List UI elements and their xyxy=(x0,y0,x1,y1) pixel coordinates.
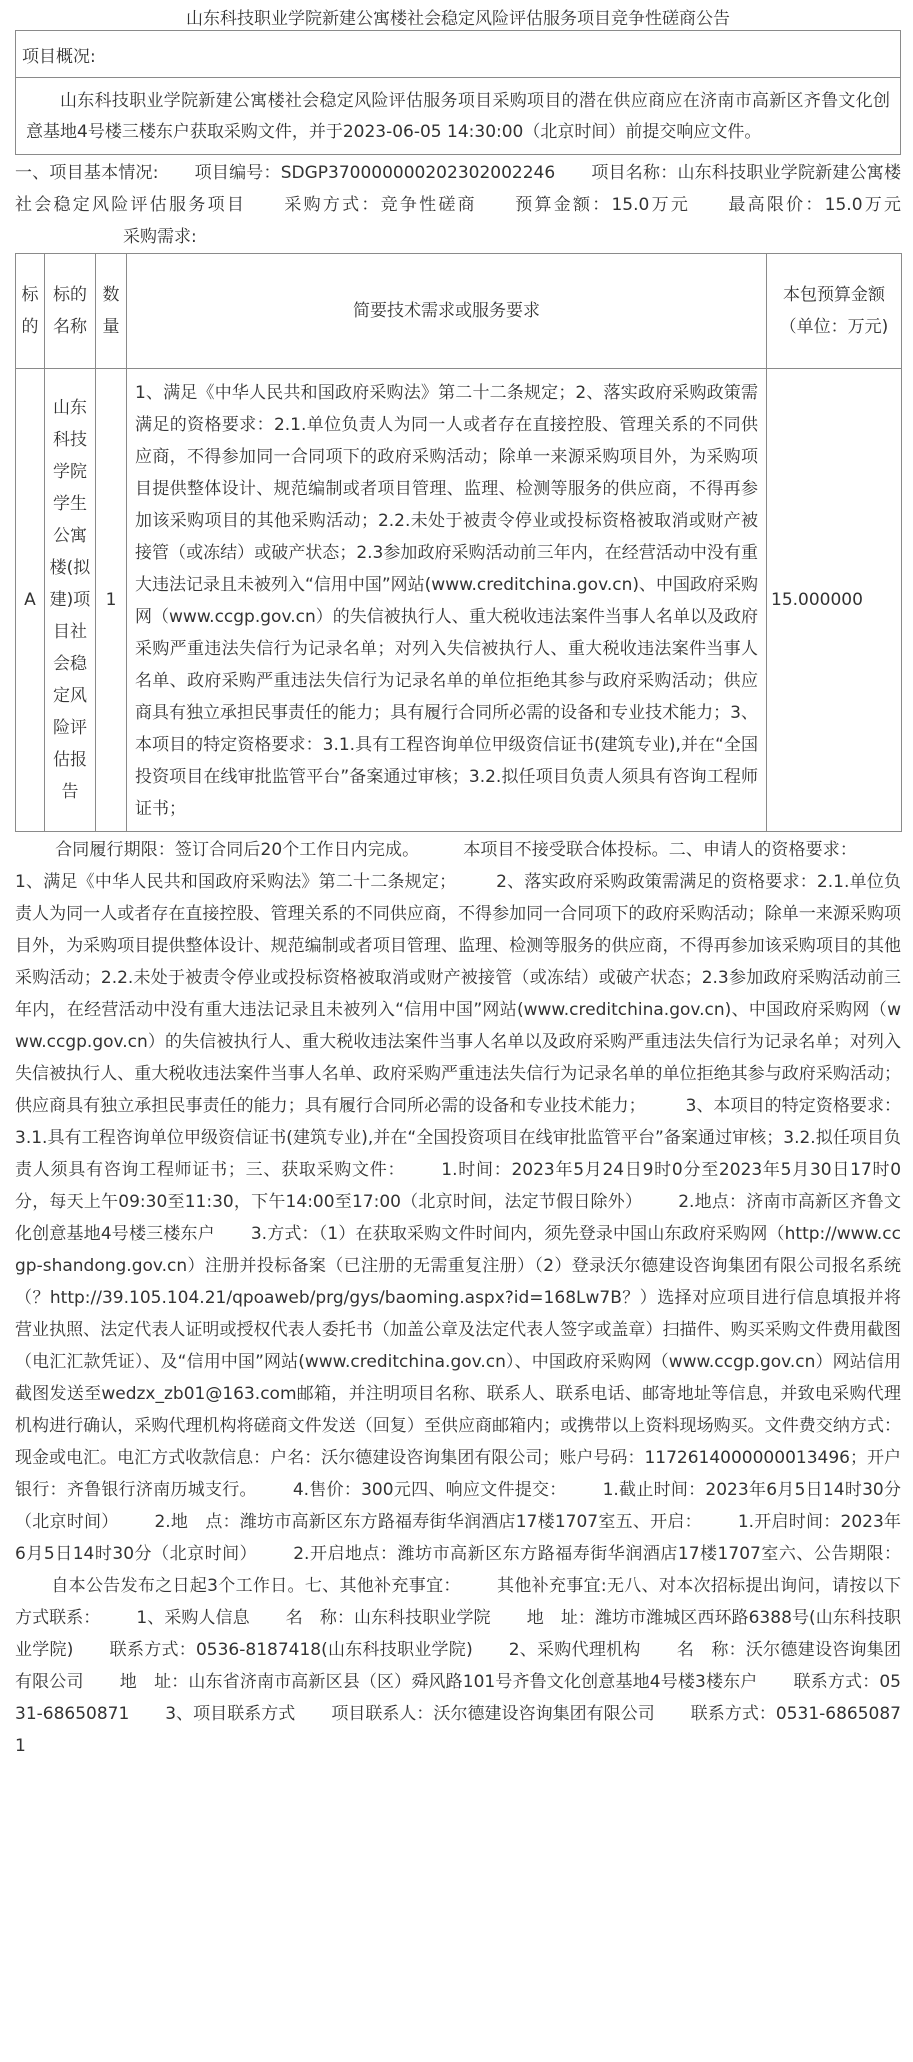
section-5-place: 2.开启地点：潍坊市高新区东方路福寿街华润酒店17楼1707室 xyxy=(293,1544,779,1564)
project-contact-person: 项目联系人：沃尔德建设咨询集团有限公司 xyxy=(331,1704,655,1724)
section-2-item-3: 3、本项目的特定资格要求：3.1.具有工程咨询单位甲级资信证书(建筑专业),并在“全国投资项目在线审批监管平台”备案通过审核；3.2.拟任项目负责人须具有咨询工程师证书； xyxy=(15,1096,901,1180)
section-5-title: 五、开启： xyxy=(615,1512,702,1532)
section-8-title: 八、对本次招标提出询问，请按以下方式联系： xyxy=(15,1576,902,1628)
section-3-time: 1.时间：2023年5月24日9时0分至2023年5月30日17时0分，每天上午09:30至11:30，下午14:00至17:00（北京时间，法定节假日除外） xyxy=(15,1160,902,1212)
requirements-table xyxy=(15,253,902,832)
contract-period: 合同履行期限：签订合同后20个工作日内完成。 xyxy=(55,840,420,860)
section-4-title: 四、响应文件提交： xyxy=(411,1480,567,1500)
section-7-title: 七、其他补充事宜： xyxy=(304,1576,461,1596)
demand-label: 采购需求: xyxy=(123,227,197,247)
section-2-item-2: 2、落实政府采购政策需满足的资格要求：2.1.单位负责人为同一人或者存在直接控股、管理关系的不同供应商，不得参加同一合同项下的政府采购活动；除单一来源采购项目外，为采购项目提供整体设计、规范编制或者项目管理、监理、检测等服务的供应商，不得再参加该采购项目的其他采购活动；2.2.未处于被责令停业或投标资格被取消或财产被接管（或冻结）或破产状态；2.3参加政府采购活动前三年内，在经营活动中没有重大违法记录且未被列入“信用中国”网站(www.creditchina.gov.cn)、中国政府采购网（www.ccgp.gov.cn）的失信被执行人、重大税收违法案件当事人名单以及政府采购严重违法失信行为记录名单；对列入失信被执行人、重大税收违法案件当事人名单、政府采购严重违法失信行为记录名单的单位拒绝其参与政府采购活动；供应商具有独立承担民事责任的能力；具有履行合同所必需的设备和专业技术能力； xyxy=(15,872,901,1116)
header-qty: 数量 xyxy=(96,254,127,369)
project-number-label: 项目编号： xyxy=(194,163,281,183)
section-3-place: 2.地点：济南市高新区齐鲁文化创意基地4号楼三楼东户 xyxy=(15,1192,901,1244)
project-number: SDGP370000000202302002246 xyxy=(280,163,556,183)
row-desc: 1、满足《中华人民共和国政府采购法》第二十二条规定；2、落实政府采购政策需满足的资格要求：2.1.单位负责人为同一人或者存在直接控股、管理关系的不同供应商，不得参加同一合同项下的政府采购活动；除单一来源采购项目外，为采购项目提供整体设计、规范编制或者项目管理、监理、检测等服务的供应商，不得再参加该采购项目的其他采购活动；2.2.未处于被责令停业或投标资格被取消或财产被接管（或冻结）或破产状态；2.3参加政府采购活动前三年内，在经营活动中没有重大违法记录且未被列入“信用中国”网站(www.creditchina.gov.cn)、中国政府采购网（www.ccgp.gov.cn）的失信被执行人、重大税收违法案件当事人名单以及政府采购严重违法失信行为记录名单；对列入失信被执行人、重大税收违法案件当事人名单、政府采购严重违法失信行为记录名单的单位拒绝其参与政府采购活动；供应商具有独立承担民事责任的能力；具有履行合同所必需的设备和专业技术能力；3、本项目的特定资格要求：3.1.具有工程咨询单位甲级资信证书(建筑专业),并在“全国投资项目在线审批监管平台”备案通过审核；3.2.拟任项目负责人须具有咨询工程师证书； xyxy=(127,369,767,832)
section-6-title: 六、公告期限： xyxy=(778,1544,902,1564)
agency-title: 2、采购代理机构 xyxy=(508,1640,641,1660)
row-budget: 15.000000 xyxy=(767,369,902,832)
project-name: 山东科技职业学院新建公寓楼社会稳定风险评估服务项目 xyxy=(15,163,902,215)
project-name-label: 项目名称： xyxy=(591,163,678,183)
section-4-deadline: 1.截止时间：2023年6月5日14时30分（北京时间） xyxy=(15,1480,902,1532)
agency-name: 名 称：沃尔德建设咨询集团有限公司 xyxy=(15,1640,901,1692)
overview-body: 山东科技职业学院新建公寓楼社会稳定风险评估服务项目采购项目的潜在供应商应在济南市高新区齐鲁文化创意基地4号楼三楼东户获取采购文件，并于2023-06-05 14:30:00（北京时间）前提交响应文件。 xyxy=(16,78,901,155)
row-id: A xyxy=(16,369,45,832)
section-5-time: 1.开启时间：2023年6月5日14时30分（北京时间） xyxy=(15,1512,902,1564)
section-3-method: 3.方式：（1）在获取采购文件时间内，须先登录中国山东政府采购网（http://www.ccgp-shandong.gov.cn）注册并投标备案（已注册的无需重复注册）（2）登录沃尔德建设咨询集团有限公司报名系统（？http://39.105.104.21/qpoaweb/prg/gys/baoming.aspx?id=168Lw7B？）选择对应项目进行信息填报并将营业执照、法定代表人证明或授权代表人委托书（加盖公章及法定代表人签字或盖章）扫描件、购买采购文件费用截图（电汇汇款凭证）、及“信用中国”网站(www.creditchina.gov.cn）、中国政府采购网（www.ccgp.gov.cn）网站信用截图发送至wedzx_zb01@163.com邮箱，并注明项目名称、联系人、联系电话、邮寄地址等信息，并致电采购代理机构进行确认，采购代理机构将磋商文件发送（回复）至供应商邮箱内；或携带以上资料现场购买。文件费交纳方式：现金或电汇。电汇方式收款信息：户名：沃尔德建设咨询集团有限公司；账户号码：1172614000000013496；开户银行：齐鲁银行济南历城支行。 xyxy=(15,1224,901,1500)
consortium-note: 本项目不接受联合体投标。 xyxy=(463,840,669,860)
purchaser-name: 名 称：山东科技职业学院 xyxy=(285,1608,491,1628)
project-contact-tel: 联系方式：0531-68650871 xyxy=(15,1704,901,1756)
row-name: 山东科技学院学生公寓楼(拟建)项目社会稳定风险评估报告 xyxy=(45,369,96,832)
overview-heading: 项目概况: xyxy=(16,31,901,78)
header-desc: 简要技术需求或服务要求 xyxy=(127,254,767,369)
budget-label: 预算金额： xyxy=(512,195,612,215)
agency-contact: 联系方式：0531-68650871 xyxy=(15,1672,901,1724)
basic-label: 一、项目基本情况: xyxy=(15,163,159,183)
header-item: 标的 xyxy=(16,254,45,369)
budget-amount: 15.0万元 xyxy=(611,195,691,215)
project-contact-title: 3、项目联系方式 xyxy=(165,1704,296,1724)
purchase-method: 竞争性磋商 xyxy=(380,195,477,215)
section-4-place: 2.地 点：潍坊市高新区东方路福寿街华润酒店17楼1707室 xyxy=(154,1512,616,1532)
purchaser-address: 地 址：潍坊市潍城区西环路6388号(山东科技职业学院) xyxy=(15,1608,902,1660)
section-3-title: 三、获取采购文件： xyxy=(244,1160,406,1180)
purchase-method-label: 采购方式： xyxy=(282,195,381,215)
section-2-title: 二、申请人的资格要求： xyxy=(668,840,858,860)
section-2-item-1: 1、满足《中华人民共和国政府采购法》第二十二条规定； xyxy=(15,872,457,892)
agency-address: 地 址：山东省济南市高新区县（区）舜风路101号齐鲁文化创意基地4号楼3楼东户 xyxy=(119,1672,758,1692)
header-budget: 本包预算金额（单位：万元) xyxy=(767,254,902,369)
purchaser-contact: 联系方式：0536-8187418(山东科技职业学院) xyxy=(109,1640,473,1660)
max-price: 15.0万元 xyxy=(824,195,902,215)
overview-table xyxy=(15,30,901,155)
announcement-body xyxy=(15,834,901,1762)
basic-info xyxy=(15,157,901,253)
table-row xyxy=(16,369,902,832)
row-qty: 1 xyxy=(96,369,127,832)
section-3-price: 4.售价：300元 xyxy=(292,1480,412,1500)
table-header-row xyxy=(16,254,902,369)
purchaser-title: 1、采购人信息 xyxy=(136,1608,250,1628)
header-name: 标的名称 xyxy=(45,254,96,369)
max-price-label: 最高限价： xyxy=(726,195,825,215)
section-7-body: 其他补充事宜:无 xyxy=(496,1576,625,1596)
section-6-body: 自本公告发布之日起3个工作日。 xyxy=(51,1576,305,1596)
page-title: 山东科技职业学院新建公寓楼社会稳定风险评估服务项目竞争性磋商公告 xyxy=(186,9,730,29)
